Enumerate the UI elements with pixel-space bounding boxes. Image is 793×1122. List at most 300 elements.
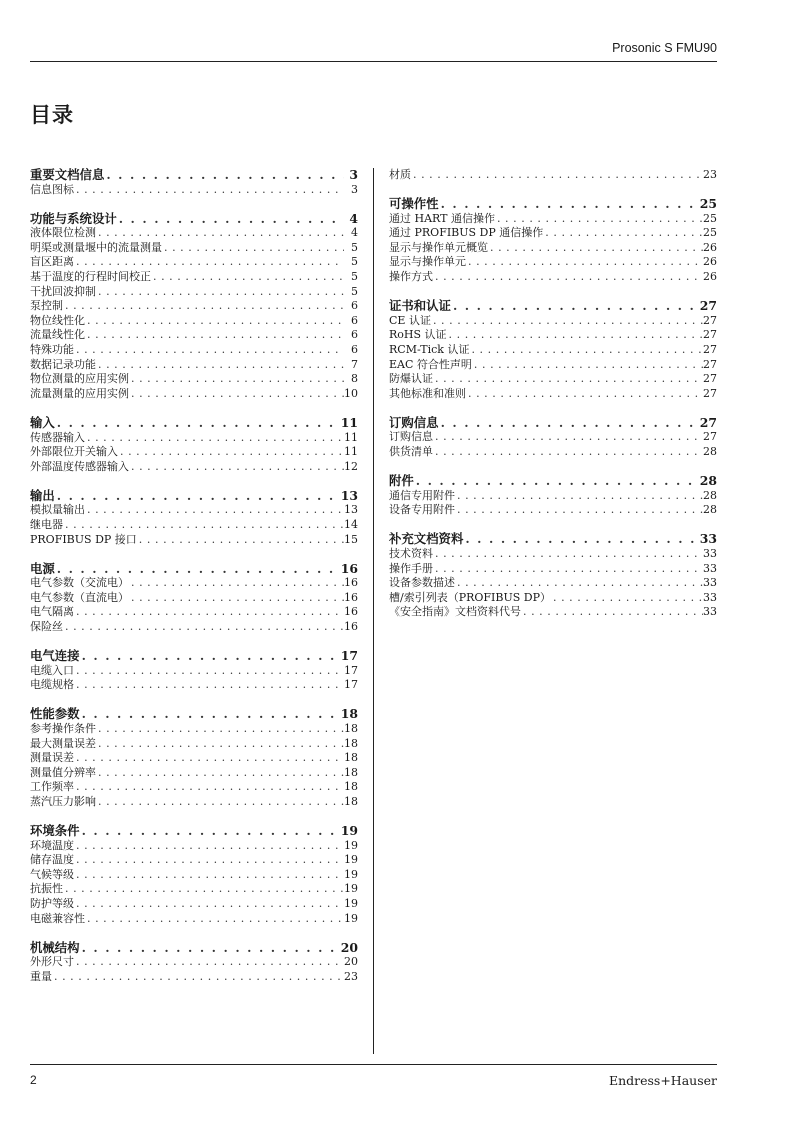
toc-dot-leader [63, 882, 344, 897]
toc-page-number: 27 [703, 357, 717, 371]
toc-page-number: 25 [699, 196, 717, 212]
toc-section-title: 输出 [30, 487, 55, 503]
toc-entry[interactable] [389, 503, 717, 518]
toc-entry-label: 最大测量误差 [30, 736, 96, 750]
toc-dot-leader [55, 562, 341, 577]
toc-entry-label: 操作手册 [389, 561, 433, 575]
toc-page-number: 3 [349, 167, 358, 182]
toc-entry[interactable] [30, 183, 358, 198]
toc-entry-label: 电磁兼容性 [30, 911, 85, 925]
footer-brand: Endress+Hauser [608, 1073, 717, 1088]
toc-entry-label: 设备专用附件 [389, 503, 455, 517]
toc-dot-leader [74, 780, 344, 795]
toc-entry-label: 重量 [30, 969, 52, 983]
toc-dot-leader [433, 270, 703, 285]
toc-entry[interactable] [389, 576, 717, 591]
toc-entry-label: 储存温度 [30, 853, 74, 867]
toc-section-heading[interactable] [30, 168, 358, 183]
toc-page-number: 7 [351, 357, 358, 371]
toc-section [30, 941, 358, 985]
toc-page-number: 27 [699, 414, 717, 430]
toc-section-gap [30, 401, 358, 416]
toc-entry[interactable] [30, 431, 358, 446]
toc-dot-leader [431, 314, 703, 329]
toc-entry[interactable] [389, 605, 717, 620]
toc-dot-leader [129, 460, 344, 475]
toc-dot-leader [455, 489, 703, 504]
toc-entry-label: 防护等级 [30, 897, 74, 911]
toc-page-number: 13 [340, 487, 358, 503]
toc-section-gap [389, 401, 717, 416]
toc-entry-label: 通过 HART 通信操作 [389, 211, 495, 225]
toc-page-number: 4 [351, 226, 358, 240]
toc-dot-leader [96, 737, 344, 752]
toc-page-number: 16 [344, 605, 358, 619]
toc-page-number: 27 [703, 313, 717, 327]
toc-entry[interactable] [30, 328, 358, 343]
toc-section [389, 168, 717, 183]
toc-page-number: 3 [351, 182, 358, 196]
toc-entry[interactable] [30, 868, 358, 883]
toc-section [30, 824, 358, 926]
toc-page-number: 12 [344, 459, 358, 473]
toc-entry[interactable] [389, 343, 717, 358]
header-product-name: Prosonic S FMU90 [612, 41, 717, 55]
toc-dot-leader [433, 430, 703, 445]
toc-dot-leader [96, 226, 344, 241]
toc-entry-label: 模拟量输出 [30, 503, 85, 517]
toc-dot-leader [85, 912, 344, 927]
toc-dot-leader [63, 299, 344, 314]
toc-page-number: 20 [340, 939, 358, 955]
toc-section-title: 重要文档信息 [30, 167, 105, 182]
toc-entry-label: 通信专用附件 [389, 488, 455, 502]
toc-entry[interactable] [30, 314, 358, 329]
toc-entry[interactable] [389, 387, 717, 402]
toc-dot-leader [85, 503, 344, 518]
toc-dot-leader [129, 372, 344, 387]
toc-entry[interactable] [30, 912, 358, 927]
toc-entry-label: 外部限位开关输入 [30, 445, 118, 459]
toc-entry-label: 泵控制 [30, 299, 63, 313]
toc-dot-leader [74, 853, 344, 868]
toc-entry-label: 继电器 [30, 517, 63, 531]
toc-page-number: 6 [351, 299, 358, 313]
toc-page-number: 18 [344, 765, 358, 779]
toc-entry[interactable] [30, 605, 358, 620]
toc-entry[interactable] [389, 430, 717, 445]
toc-dot-leader [151, 270, 344, 285]
toc-page-number: 26 [703, 270, 717, 284]
toc-entry[interactable] [389, 358, 717, 373]
toc-entry[interactable] [389, 270, 717, 285]
toc-dot-leader [96, 795, 344, 810]
toc-dot-leader [55, 489, 341, 504]
toc-entry-label: 物位测量的应用实例 [30, 372, 129, 386]
toc-dot-leader [451, 299, 700, 314]
toc-page-number: 19 [344, 897, 358, 911]
toc-entry[interactable] [30, 343, 358, 358]
toc-section-gap [389, 460, 717, 475]
toc-page-number: 28 [699, 473, 717, 489]
toc-entry[interactable] [30, 226, 358, 241]
toc-entry-label: 基于温度的行程时间校正 [30, 270, 151, 284]
toc-section-title: 电源 [30, 560, 55, 576]
toc-entry[interactable] [389, 241, 717, 256]
toc-dot-leader [117, 212, 344, 227]
toc-dot-leader [433, 372, 703, 387]
toc-dot-leader [104, 168, 344, 183]
toc-page-number: 11 [340, 414, 358, 430]
toc-entry[interactable] [389, 445, 717, 460]
toc-section-heading[interactable] [389, 416, 717, 431]
toc-dot-leader [466, 387, 703, 402]
toc-page-number: 18 [344, 751, 358, 765]
toc-section [30, 649, 358, 693]
toc-entry[interactable] [30, 678, 358, 693]
toc-page-number: 19 [344, 911, 358, 925]
toc-entry[interactable] [30, 853, 358, 868]
toc-dot-leader [74, 955, 344, 970]
toc-entry[interactable] [30, 518, 358, 533]
toc-entry-label: 特殊功能 [30, 343, 74, 357]
toc-page-number: 10 [344, 386, 358, 400]
toc-dot-leader [63, 620, 344, 635]
toc-dot-leader [74, 897, 344, 912]
toc-entry-label: 工作频率 [30, 780, 74, 794]
toc-section-gap [30, 926, 358, 941]
toc-entry-label: 测量误差 [30, 751, 74, 765]
toc-section [389, 532, 717, 620]
toc-entry[interactable] [30, 358, 358, 373]
toc-entry[interactable] [389, 168, 717, 183]
toc-entry-label: 物位线性化 [30, 313, 85, 327]
toc-page-number: 5 [351, 255, 358, 269]
toc-entry[interactable] [30, 533, 358, 548]
toc-page-number: 25 [703, 211, 717, 225]
toc-dot-leader [469, 343, 703, 358]
toc-section [30, 168, 358, 197]
toc-dot-leader [74, 839, 344, 854]
toc-entry-label: 《安全指南》文档资料代号 [389, 605, 521, 619]
toc-entry[interactable] [30, 737, 358, 752]
toc-page-number: 27 [703, 342, 717, 356]
toc-entry[interactable] [30, 955, 358, 970]
toc-entry-label: PROFIBUS DP 接口 [30, 532, 137, 546]
toc-section-heading[interactable] [30, 562, 358, 577]
toc-dot-leader [466, 255, 703, 270]
toc-entry[interactable] [389, 212, 717, 227]
toc-dot-leader [455, 503, 703, 518]
toc-entry-label: 气候等级 [30, 867, 74, 881]
toc-page-number: 27 [703, 372, 717, 386]
toc-page-number: 6 [351, 343, 358, 357]
toc-entry-label: RCM-Tick 认证 [389, 342, 470, 356]
toc-entry[interactable] [30, 241, 358, 256]
toc-entry-label: 外部温度传感器输入 [30, 459, 129, 473]
toc-section-heading[interactable] [389, 474, 717, 489]
toc-entry-label: 明渠或测量堰中的流量测量 [30, 240, 162, 254]
toc-section-heading[interactable] [30, 707, 358, 722]
toc-entry-label: CE 认证 [389, 313, 431, 327]
toc-entry-label: 材质 [389, 168, 411, 181]
toc-section-heading[interactable] [30, 649, 358, 664]
toc-entry[interactable] [30, 664, 358, 679]
toc-entry-label: 保险丝 [30, 620, 63, 634]
toc-entry[interactable] [389, 489, 717, 504]
toc-page-number: 27 [703, 430, 717, 444]
toc-entry-label: 蒸汽压力影响 [30, 794, 96, 808]
toc-page-number: 27 [699, 298, 717, 314]
toc-dot-leader [455, 576, 703, 591]
toc-entry-label: 盲区距离 [30, 255, 74, 269]
toc-page-number: 13 [344, 503, 358, 517]
toc-entry-label: 操作方式 [389, 270, 433, 284]
toc-page-number: 33 [703, 590, 717, 604]
toc-entry-label: 电缆规格 [30, 678, 74, 692]
toc-dot-leader [495, 212, 703, 227]
toc-page-number: 17 [340, 648, 358, 664]
toc-page-number: 6 [351, 328, 358, 342]
toc-section-heading[interactable] [389, 197, 717, 212]
toc-page-number: 26 [703, 240, 717, 254]
toc-dot-leader [129, 387, 344, 402]
toc-section [30, 707, 358, 809]
toc-page-number: 23 [703, 168, 717, 181]
toc-page-number: 19 [344, 853, 358, 867]
toc-page-number: 28 [703, 503, 717, 517]
toc-dot-leader [85, 314, 344, 329]
toc-entry[interactable] [30, 897, 358, 912]
toc-section [30, 212, 358, 402]
toc-entry[interactable] [389, 372, 717, 387]
toc-entry-label: 通过 PROFIBUS DP 通信操作 [389, 226, 544, 240]
toc-entry-label: 防爆认证 [389, 372, 433, 386]
toc-page-number: 11 [344, 430, 358, 444]
toc-entry-label: 测量值分辨率 [30, 765, 96, 779]
toc-page-number: 18 [344, 780, 358, 794]
toc-page-number: 16 [344, 576, 358, 590]
toc-dot-leader [129, 591, 344, 606]
toc-entry-label: 技术资料 [389, 546, 433, 560]
toc-page-number: 33 [703, 576, 717, 590]
toc-section [389, 299, 717, 401]
toc-entry[interactable] [30, 620, 358, 635]
toc-section-title: 证书和认证 [389, 298, 451, 314]
toc-page-number: 15 [344, 532, 358, 546]
footer-page-number: 2 [30, 1073, 37, 1087]
toc-entry-label: 供货清单 [389, 445, 433, 458]
toc-section-title: 电气连接 [30, 648, 80, 664]
toc-dot-leader [129, 576, 344, 591]
toc-dot-leader [439, 197, 700, 212]
toc-section-gap [389, 518, 717, 533]
toc-entry[interactable] [389, 591, 717, 606]
toc-dot-leader [80, 941, 341, 956]
toc-section-heading[interactable] [30, 824, 358, 839]
toc-page-number: 8 [351, 372, 358, 386]
toc-page-number: 19 [344, 882, 358, 896]
toc-page-number: 5 [351, 240, 358, 254]
toc-entry[interactable] [30, 839, 358, 854]
page-title: 目录 [30, 103, 74, 127]
toc-page-number: 33 [703, 546, 717, 560]
toc-entry[interactable] [389, 547, 717, 562]
toc-entry-label: 参考操作条件 [30, 722, 96, 735]
toc-section-title: 功能与系统设计 [30, 210, 117, 226]
toc-section-title: 机械结构 [30, 939, 80, 955]
toc-entry[interactable] [389, 255, 717, 270]
toc-entry[interactable] [30, 503, 358, 518]
toc-dot-leader [433, 562, 703, 577]
toc-dot-leader [439, 416, 700, 431]
toc-section-gap [30, 474, 358, 489]
toc-section-title: 环境条件 [30, 823, 80, 839]
toc-entry-label: 流量测量的应用实例 [30, 386, 129, 400]
toc-section [30, 416, 358, 474]
toc-dot-leader [463, 532, 699, 547]
toc-page-number: 5 [351, 270, 358, 284]
toc-entry-label: 设备参数描述 [389, 576, 455, 590]
toc-column-left [30, 168, 358, 985]
toc-page-number: 19 [340, 823, 358, 839]
toc-dot-leader [85, 328, 344, 343]
toc-page-number: 19 [344, 867, 358, 881]
toc-entry[interactable] [30, 270, 358, 285]
toc-entry[interactable] [389, 226, 717, 241]
toc-dot-leader [55, 416, 341, 431]
toc-section [389, 474, 717, 518]
footer-rule [30, 1064, 717, 1065]
toc-page-number: 5 [351, 284, 358, 298]
toc-page-number: 18 [340, 706, 358, 722]
toc-entry-label: 外形尺寸 [30, 955, 74, 969]
toc-section [389, 197, 717, 285]
toc-page-number: 11 [344, 445, 358, 459]
toc-entry-label: 电缆入口 [30, 663, 74, 677]
toc-entry[interactable] [30, 591, 358, 606]
toc-section-title: 可操作性 [389, 196, 439, 212]
toc-section [389, 416, 717, 460]
toc-section-title: 附件 [389, 473, 414, 489]
toc-entry[interactable] [30, 285, 358, 300]
toc-entry[interactable] [389, 328, 717, 343]
toc-section [30, 562, 358, 635]
toc-dot-leader [74, 868, 344, 883]
toc-dot-leader [80, 824, 341, 839]
toc-page-number: 4 [349, 210, 358, 226]
toc-page-number: 16 [344, 590, 358, 604]
toc-section [30, 489, 358, 547]
toc-entry[interactable] [30, 387, 358, 402]
toc-dot-leader [74, 751, 344, 766]
toc-section-gap [30, 693, 358, 708]
toc-entry-label: 干扰回波抑制 [30, 284, 96, 298]
toc-dot-leader [85, 431, 344, 446]
toc-section-heading[interactable] [389, 532, 717, 547]
toc-page-number: 28 [703, 445, 717, 458]
header-rule [30, 61, 717, 62]
toc-page-number: 17 [344, 663, 358, 677]
toc-dot-leader [414, 474, 700, 489]
toc-entry[interactable] [30, 576, 358, 591]
toc-page-number: 27 [703, 386, 717, 400]
toc-section-heading[interactable] [30, 416, 358, 431]
toc-entry-label: 槽/索引列表（PROFIBUS DP） [389, 590, 551, 604]
toc-entry[interactable] [30, 751, 358, 766]
toc-dot-leader [80, 649, 341, 664]
toc-dot-leader [63, 518, 344, 533]
toc-column-right [389, 168, 717, 620]
toc-page-number: 33 [703, 605, 717, 619]
toc-section-gap [30, 197, 358, 212]
toc-section-heading[interactable] [30, 941, 358, 956]
toc-section-title: 性能参数 [30, 706, 80, 722]
toc-page-number: 26 [703, 255, 717, 269]
toc-dot-leader [137, 533, 344, 548]
toc-entry-label: 显示与操作单元 [389, 255, 466, 269]
toc-section-title: 输入 [30, 414, 55, 430]
toc-dot-leader [447, 328, 703, 343]
toc-entry-label: 信息图标 [30, 182, 74, 196]
toc-page-number: 27 [703, 328, 717, 342]
toc-section-gap [389, 285, 717, 300]
toc-section-heading[interactable] [389, 299, 717, 314]
toc-section-gap [30, 547, 358, 562]
toc-dot-leader [543, 226, 703, 241]
toc-page-number: 6 [351, 313, 358, 327]
toc-section-title: 补充文档资料 [389, 531, 464, 547]
toc-entry[interactable] [30, 460, 358, 475]
toc-dot-leader [96, 358, 344, 373]
toc-entry-label: 数据记录功能 [30, 357, 96, 371]
toc-dot-leader [96, 285, 344, 300]
toc-entry[interactable] [30, 255, 358, 270]
toc-dot-leader [433, 445, 703, 460]
toc-section-heading[interactable] [30, 212, 358, 227]
toc-entry[interactable] [30, 882, 358, 897]
toc-entry-label: 电气隔离 [30, 605, 74, 619]
toc-section-heading[interactable] [30, 489, 358, 504]
toc-dot-leader [118, 445, 344, 460]
toc-dot-leader [74, 255, 344, 270]
toc-entry[interactable] [389, 314, 717, 329]
toc-entry[interactable] [30, 372, 358, 387]
toc-dot-leader [96, 766, 344, 781]
toc-page-number: 18 [344, 794, 358, 808]
toc-entry[interactable] [389, 562, 717, 577]
toc-entry[interactable] [30, 795, 358, 810]
toc-section-gap [30, 635, 358, 650]
toc-entry[interactable] [30, 722, 358, 737]
toc-page-number: 18 [344, 722, 358, 735]
toc-dot-leader [521, 605, 703, 620]
toc-page-number: 23 [344, 969, 358, 983]
toc-entry-label: RoHS 认证 [389, 328, 447, 342]
toc-entry[interactable] [30, 780, 358, 795]
toc-entry[interactable] [30, 766, 358, 781]
toc-dot-leader [411, 168, 703, 183]
toc-entry-label: 流量线性化 [30, 328, 85, 342]
toc-page-number: 33 [703, 561, 717, 575]
toc-entry[interactable] [30, 299, 358, 314]
toc-dot-leader [488, 241, 703, 256]
toc-entry[interactable] [30, 970, 358, 985]
toc-entry-label: EAC 符合性声明 [389, 357, 472, 371]
toc-entry[interactable] [30, 445, 358, 460]
toc-page-number: 28 [703, 488, 717, 502]
toc-entry-label: 电气参数（交流电） [30, 576, 129, 590]
